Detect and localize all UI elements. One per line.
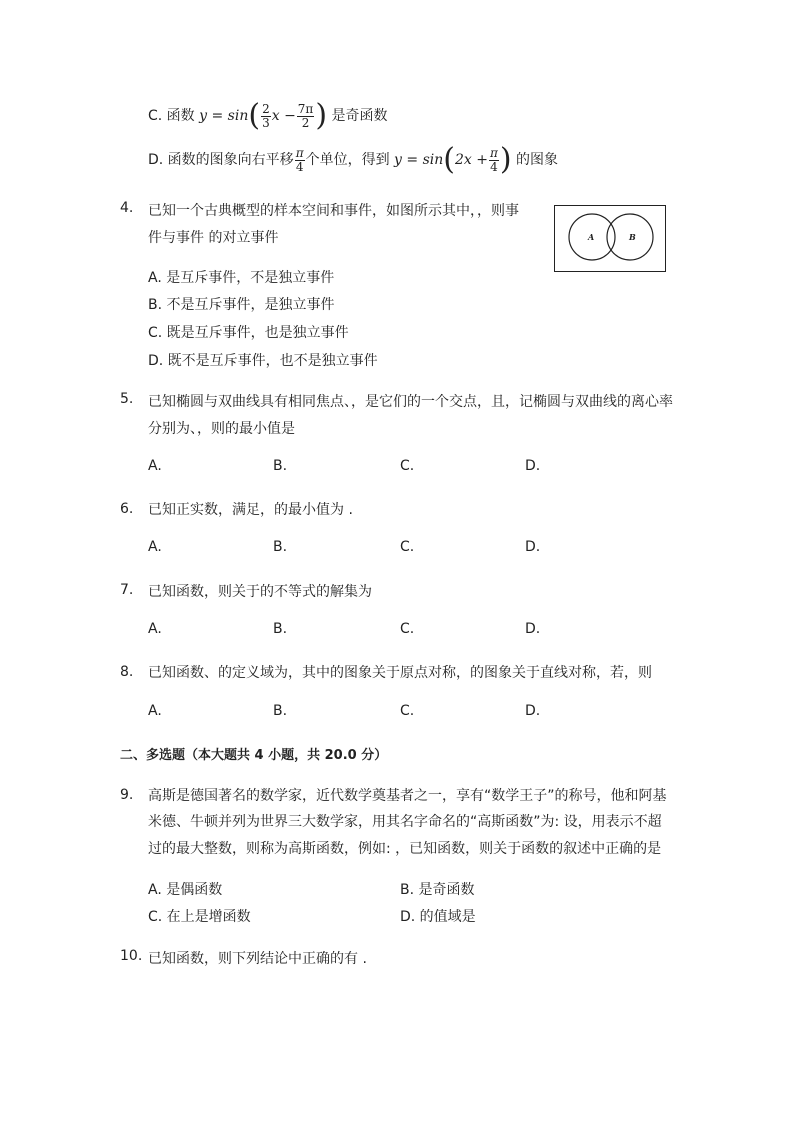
frac-den: 2 — [301, 115, 310, 130]
q4-option-a: A. 是互斥事件，不是独立事件 — [148, 270, 335, 286]
q3-option-d-suffix: 的图象 — [516, 152, 559, 168]
frac-num: 2 — [262, 101, 270, 116]
q9-option-b: B. 是奇函数 — [400, 882, 475, 898]
q9-text-line1: 高斯是德国著名的数学家，近代数学奠基者之一，享有“数学王子”的称号，他和阿基 — [148, 788, 667, 804]
frac-num: π — [295, 145, 304, 160]
math-text: x − — [271, 108, 296, 124]
venn-label-b: B — [629, 232, 636, 242]
q4-text-line1: 已知一个古典概型的样本空间和事件，如图所示其中，，则事 — [148, 203, 519, 219]
q3-option-c-math — [199, 98, 331, 133]
q5-option-a: A. — [148, 458, 162, 474]
fraction — [261, 103, 271, 130]
q3-option-c-prefix: C. 函数 — [148, 108, 195, 124]
q9-option-d: D. 的值域是 — [400, 909, 476, 925]
venn-diagram — [554, 205, 667, 273]
q8-option-a: A. — [148, 703, 162, 719]
q8-number: 8. — [120, 664, 134, 680]
q3-option-d-math — [394, 142, 516, 177]
q7-option-a: A. — [148, 621, 162, 637]
q9-number: 9. — [120, 787, 134, 803]
math-text: y = sin — [199, 108, 249, 124]
q5-option-d: D. — [525, 458, 541, 474]
frac-den: 3 — [262, 115, 270, 130]
q9-text-line3: 过的最大整数，则称为高斯函数，例如: ，已知函数，则关于函数的叙述中正确的是 — [148, 841, 662, 857]
q7-number: 7. — [120, 582, 134, 598]
math-text: y = sin — [394, 152, 444, 168]
right-paren: ) — [499, 142, 512, 177]
q5-number: 5. — [120, 391, 134, 407]
q7-text-line1: 已知函数，则关于的不等式的解集为 — [148, 584, 372, 600]
q7-option-c: C. — [400, 621, 415, 637]
q9-option-a: A. 是偶函数 — [148, 882, 223, 898]
q4-option-d: D. 既不是互斥事件，也不是独立事件 — [148, 353, 378, 369]
q10-text-line1: 已知函数，则下列结论中正确的有 . — [148, 951, 367, 967]
q6-text-line1: 已知正实数，满足，的最小值为 . — [148, 502, 353, 518]
fraction — [295, 147, 305, 174]
q4-option-c: C. 既是互斥事件，也是独立事件 — [148, 325, 349, 341]
frac-den: 4 — [295, 159, 304, 174]
q6-option-c: C. — [400, 539, 415, 555]
q5-text-line1: 已知椭圆与双曲线具有相同焦点、，是它们的一个交点，且，记椭圆与双曲线的离心率 — [148, 394, 673, 410]
frac-num: π — [489, 145, 498, 160]
q3-option-c — [148, 98, 388, 134]
q10-number: 10. — [120, 948, 143, 964]
left-paren: ( — [248, 98, 261, 133]
q3-option-d-prefix: D. 函数的图象向右平移 — [148, 152, 294, 168]
fraction — [297, 103, 315, 130]
venn-label-a: A — [588, 232, 595, 242]
q7-option-d: D. — [525, 621, 541, 637]
q6-number: 6. — [120, 501, 134, 517]
q5-option-c: C. — [400, 458, 415, 474]
section-heading: 二、多选题（本大题共 4 小题，共 20.0 分） — [120, 748, 388, 763]
left-paren: ( — [443, 142, 455, 177]
q8-option-c: C. — [400, 703, 415, 719]
sample-space-rect — [555, 206, 666, 272]
q3-option-d-middle: 个单位，得到 — [305, 152, 390, 168]
q3-option-d — [148, 142, 558, 178]
q9-option-c: C. 在上是增函数 — [148, 909, 251, 925]
q9-text-line2: 米德、牛顿并列为世界三大数学家，用其名字命名的“高斯函数”为: 设，用表示不超 — [148, 814, 662, 830]
q8-text-line1: 已知函数、的定义域为，其中的图象关于原点对称，的图象关于直线对称，若，则 — [148, 665, 652, 681]
q7-option-b: B. — [273, 621, 288, 637]
right-paren: ) — [315, 98, 328, 133]
q8-option-d: D. — [525, 703, 541, 719]
frac-num: 7π — [297, 101, 314, 116]
q4-text-line2: 件与事件 的对立事件 — [148, 230, 279, 246]
q5-option-b: B. — [273, 458, 288, 474]
q6-option-b: B. — [273, 539, 288, 555]
math-text: 2x + — [454, 152, 488, 168]
q8-option-b: B. — [273, 703, 288, 719]
q3-option-c-suffix: 是奇函数 — [331, 108, 388, 124]
q4-number: 4. — [120, 200, 134, 216]
q4-option-b: B. 不是互斥事件，是独立事件 — [148, 297, 335, 313]
q6-option-a: A. — [148, 539, 162, 555]
q6-option-d: D. — [525, 539, 541, 555]
q5-text-line2: 分别为、，则的最小值是 — [148, 421, 295, 437]
frac-den: 4 — [490, 159, 498, 174]
fraction — [489, 147, 499, 174]
